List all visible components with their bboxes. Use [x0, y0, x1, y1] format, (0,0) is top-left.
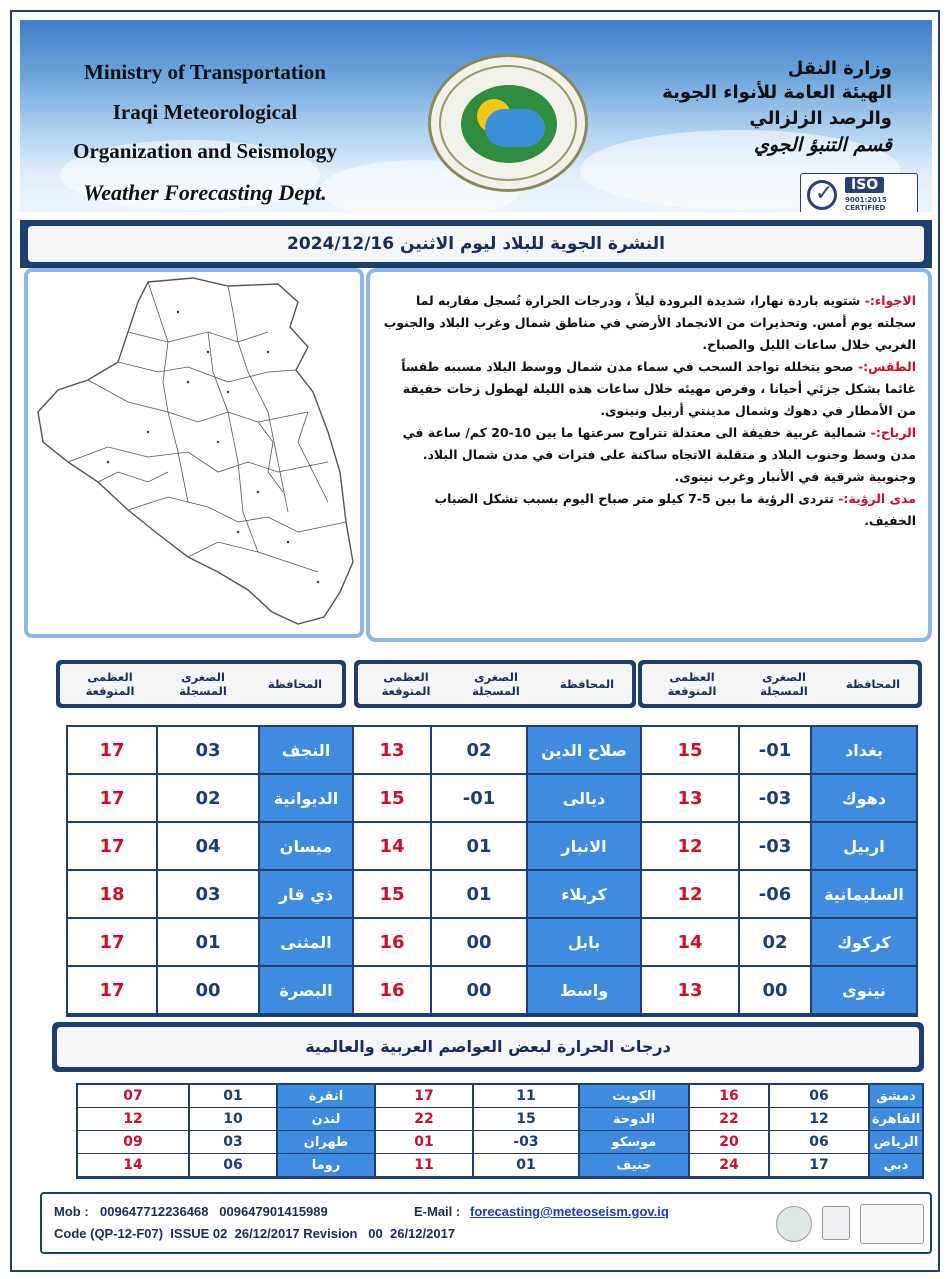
capital-min-temperature: -03: [474, 1131, 578, 1153]
capital-max-temperature: 07: [78, 1085, 188, 1107]
min-temperature: 00: [158, 967, 258, 1013]
column-header-min: الصغرى المسجلة: [472, 670, 520, 698]
capital-min-temperature: 15: [474, 1108, 578, 1130]
partner-logo: [860, 1204, 924, 1244]
min-temperature: 00: [432, 967, 526, 1013]
capital-name: الرياض: [870, 1131, 922, 1153]
column-header-province: المحافظة: [559, 677, 615, 691]
forecast-paragraph-wind: [382, 422, 916, 488]
column-header-max: العظمى المتوقعة: [381, 670, 431, 698]
department-name-en: Weather Forecasting Dept.: [83, 180, 327, 205]
max-temperature: 17: [68, 919, 156, 965]
capital-max-temperature: 12: [78, 1108, 188, 1130]
capital-max-temperature: 11: [376, 1154, 472, 1176]
column-header-min: الصغرى المسجلة: [179, 670, 227, 698]
capital-min-temperature: 17: [770, 1154, 868, 1176]
capital-max-temperature: 01: [376, 1131, 472, 1153]
capital-min-temperature: 06: [770, 1085, 868, 1107]
province-name: النجف: [260, 727, 352, 773]
max-temperature: 14: [642, 919, 738, 965]
check-icon: [807, 180, 837, 210]
capital-name: دمشق: [870, 1085, 922, 1107]
province-name: السليمانية: [812, 871, 916, 917]
capital-min-temperature: 12: [770, 1108, 868, 1130]
capital-name: انقرة: [278, 1085, 374, 1107]
province-name: نينوى: [812, 967, 916, 1013]
column-header-province: المحافظة: [845, 677, 901, 691]
mobile-numbers: 009647712236468 009647901415989: [100, 1204, 328, 1219]
min-temperature: 01: [432, 871, 526, 917]
table-row: [68, 727, 916, 775]
province-name: الانبار: [528, 823, 640, 869]
capital-min-temperature: 01: [474, 1154, 578, 1176]
bulletin-title-bar: [20, 220, 932, 268]
capital-name: طهران: [278, 1131, 374, 1153]
forecast-value: شتويه باردة نهارا، شديدة البرودة ليلاً ، ودرجات الحرارة تُسجل مقاربه لما سجلته يوم أمس. وتحذيرات من الانجماد الأرضي في مناطق شمال وغرب البلاد والجنوب الغربي خلال ساعات الليل والصباح.: [383, 293, 916, 352]
column-header-province: المحافظة: [267, 677, 323, 691]
min-temperature: -03: [740, 823, 810, 869]
footer: [40, 1192, 932, 1254]
province-name: ديالى: [528, 775, 640, 821]
max-temperature: 16: [354, 919, 430, 965]
table-row: [68, 967, 916, 1015]
province-name: دهوك: [812, 775, 916, 821]
forecast-text: [382, 290, 916, 532]
capital-name: القاهرة: [870, 1108, 922, 1130]
max-temperature: 16: [354, 967, 430, 1013]
capital-name: روما: [278, 1154, 374, 1176]
world-capitals-title: درجات الحرارة لبعض العواصم العربية والعالمية: [57, 1027, 919, 1067]
province-name: البصرة: [260, 967, 352, 1013]
min-temperature: 01: [432, 823, 526, 869]
forecast-key: الرياح:-: [870, 425, 916, 440]
organization-name-ar-1: الهيئة العامة للأنواء الجوية: [662, 82, 892, 103]
capital-name: لندن: [278, 1108, 374, 1130]
max-temperature: 17: [68, 727, 156, 773]
capital-max-temperature: 20: [690, 1131, 768, 1153]
max-temperature: 13: [354, 727, 430, 773]
forecast-key: مدى الرؤية:-: [838, 491, 916, 506]
max-temperature: 18: [68, 871, 156, 917]
capital-name: دبي: [870, 1154, 922, 1176]
column-header-group-right: [638, 660, 922, 708]
world-capitals-table: [76, 1083, 924, 1179]
world-capitals-title-bar: [52, 1022, 924, 1072]
province-name: ميسان: [260, 823, 352, 869]
min-temperature: -06: [740, 871, 810, 917]
min-temperature: 00: [432, 919, 526, 965]
mobile-label: Mob :: [54, 1204, 93, 1219]
cloud-icon: [485, 109, 545, 147]
table-row: [68, 871, 916, 919]
min-temperature: -01: [432, 775, 526, 821]
email-label: E-Mail :: [414, 1204, 464, 1219]
header-banner: [20, 20, 932, 212]
min-temperature: -01: [740, 727, 810, 773]
forecast-value: صحو يتخلله تواجد السحب في سماء مدن شمال ووسط البلاد مسببه طقساً غائما بشكل جزئي أحيانا ، وفرص مهيئه خلال ساعات هذه الليلة لهطول زخات خفيفة من الأمطار في دهوك وشمال مدينتي أربيل ونينوى.: [401, 359, 916, 418]
min-temperature: 03: [158, 727, 258, 773]
iso-certification: 9001:2015 CERTIFIED: [845, 196, 887, 212]
max-temperature: 15: [354, 775, 430, 821]
province-name: ذي قار: [260, 871, 352, 917]
province-name: الديوانية: [260, 775, 352, 821]
seismology-logo: [776, 1206, 812, 1242]
max-temperature: 12: [642, 823, 738, 869]
capital-min-temperature: 06: [770, 1131, 868, 1153]
province-name: بابل: [528, 919, 640, 965]
province-name: صلاح الدين: [528, 727, 640, 773]
max-temperature: 17: [68, 823, 156, 869]
table-row: [68, 919, 916, 967]
min-temperature: 02: [740, 919, 810, 965]
iso-badge: [800, 173, 918, 212]
column-header-group-middle: [354, 660, 636, 708]
department-name-ar: قسم التنبؤ الجوي: [753, 134, 892, 156]
max-temperature: 17: [68, 775, 156, 821]
forecast-paragraph-visibility: [382, 488, 916, 532]
capital-name: الكويت: [580, 1085, 688, 1107]
capital-min-temperature: 10: [190, 1108, 276, 1130]
column-header-max: العظمى المتوقعة: [85, 670, 135, 698]
organization-name-en-1: Iraqi Meteorological: [112, 100, 298, 124]
organization-name-ar-2: والرصد الزلزالي: [749, 108, 892, 129]
capital-max-temperature: 16: [690, 1085, 768, 1107]
max-temperature: 17: [68, 967, 156, 1013]
capital-max-temperature: 22: [690, 1108, 768, 1130]
column-header-group-left: [56, 660, 346, 708]
forecast-key: الاجواء:-: [864, 293, 916, 308]
organization-logo: [428, 54, 588, 192]
iraq-map-outline: [28, 272, 360, 634]
capital-max-temperature: 14: [78, 1154, 188, 1176]
max-temperature: 15: [642, 727, 738, 773]
min-temperature: -03: [740, 775, 810, 821]
bulletin-frame: [10, 10, 940, 1272]
capital-max-temperature: 17: [376, 1085, 472, 1107]
forecast-paragraph-weather: [382, 356, 916, 422]
max-temperature: 13: [642, 775, 738, 821]
accreditation-logo: [822, 1206, 850, 1240]
max-temperature: 12: [642, 871, 738, 917]
min-temperature: 02: [432, 727, 526, 773]
capital-name: موسكو: [580, 1131, 688, 1153]
province-name: واسط: [528, 967, 640, 1013]
capital-min-temperature: 06: [190, 1154, 276, 1176]
organization-name-en-2: Organization and Seismology: [73, 139, 337, 163]
ministry-name-ar: وزارة النقل: [787, 58, 892, 79]
column-header-min: الصغرى المسجلة: [760, 670, 808, 698]
min-temperature: 01: [158, 919, 258, 965]
forecast-paragraph-atmosphere: [382, 290, 916, 356]
email-link[interactable]: forecasting@meteoseism.gov.iq: [470, 1204, 669, 1219]
capital-max-temperature: 09: [78, 1131, 188, 1153]
min-temperature: 00: [740, 967, 810, 1013]
document-code: Code (QP-12-F07) ISSUE 02 26/12/2017 Revision 00 26/12/2017: [54, 1226, 456, 1241]
province-name: بغداد: [812, 727, 916, 773]
forecast-value: تتردى الرؤية ما بين 5-7 كيلو متر صباح اليوم بسبب تشكل الضباب الخفيف.: [434, 491, 916, 528]
max-temperature: 13: [642, 967, 738, 1013]
province-name: اربيل: [812, 823, 916, 869]
ministry-name-en: Ministry of Transportation: [84, 60, 326, 84]
capital-max-temperature: 22: [376, 1108, 472, 1130]
capital-min-temperature: 03: [190, 1131, 276, 1153]
iraq-map: [24, 268, 364, 638]
table-row: [68, 823, 916, 871]
iso-label: ISO: [845, 177, 884, 193]
logo-emblem: [461, 85, 557, 163]
capital-min-temperature: 01: [190, 1085, 276, 1107]
table-row: [68, 775, 916, 823]
max-temperature: 15: [354, 871, 430, 917]
min-temperature: 04: [158, 823, 258, 869]
capital-name: الدوحة: [580, 1108, 688, 1130]
province-name: المثنى: [260, 919, 352, 965]
min-temperature: 02: [158, 775, 258, 821]
forecast-text-box: [366, 268, 932, 642]
capital-min-temperature: 11: [474, 1085, 578, 1107]
min-temperature: 03: [158, 871, 258, 917]
max-temperature: 14: [354, 823, 430, 869]
capital-max-temperature: 24: [690, 1154, 768, 1176]
forecast-key: الطقس:-: [857, 359, 916, 374]
capital-name: جنيف: [580, 1154, 688, 1176]
province-name: كربلاء: [528, 871, 640, 917]
column-header-max: العظمى المتوقعة: [667, 670, 717, 698]
province-name: كركوك: [812, 919, 916, 965]
province-temperature-table: [66, 725, 918, 1017]
bulletin-title: النشرة الجوية للبلاد ليوم الاثنين 2024/12/16: [28, 226, 924, 262]
forecast-value: شمالية غربية خفيفة الى معتدلة تتراوح سرعتها ما بين 10-20 كم/ ساعة في مدن وسط وجنوب البلاد و متقلبة الاتجاه ساكنة على فترات في مدن شمال البلاد. وجنوبية شرقية في الأنبار وغرب نينوى.: [402, 425, 916, 484]
